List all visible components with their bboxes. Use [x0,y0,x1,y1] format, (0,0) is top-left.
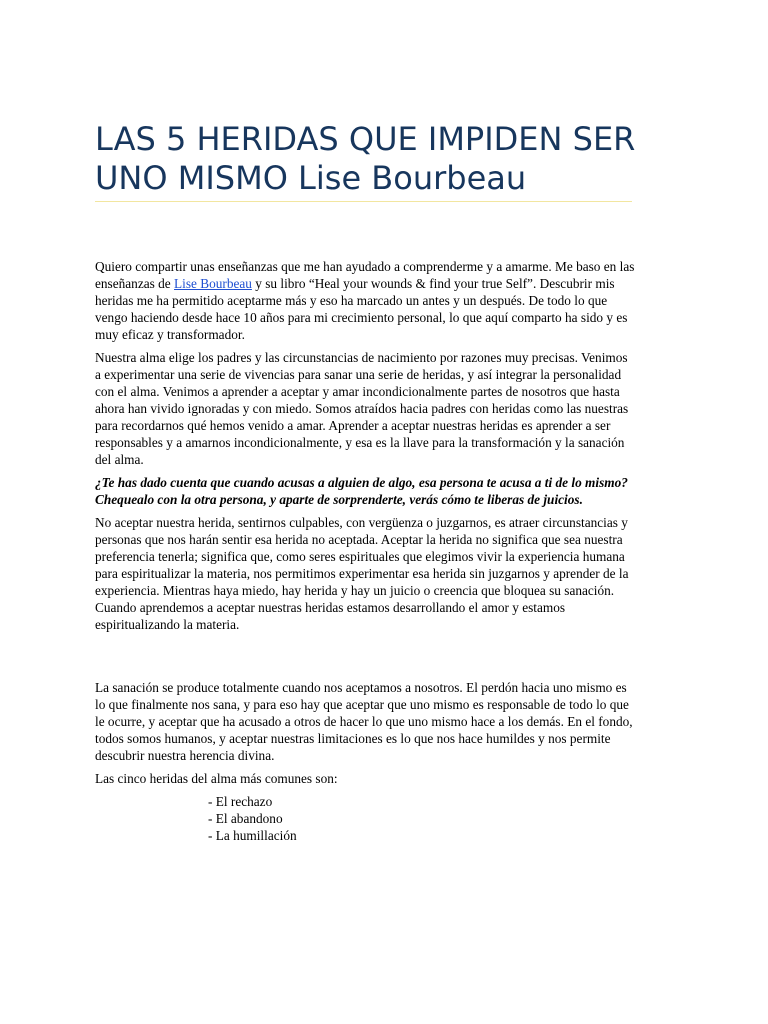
paragraph-healing: La sanación se produce totalmente cuando nos aceptamos a nosotros. El perdón hacia uno mismo es lo que finalmente nos sana, y para eso hay que aceptar que uno mismo es responsable de todo lo que le ocurre, y aceptar que ha acusado a otros de hacer lo que uno mismo hace a los demás. En el fondo, todos somos humanos, y aceptar nuestras limitaciones es lo que nos hace humildes y nos permite descubrir nuestra herencia divina. [95,680,633,763]
list-item: - La humillación [208,828,297,843]
blank-spacer [95,639,635,679]
list-item: - El rechazo [208,794,273,809]
list-item: - El abandono [208,811,283,826]
wounds-list [95,793,635,844]
intro-paragraph [95,258,635,343]
document-title: LAS 5 HERIDAS QUE IMPIDEN SER UNO MISMO Lise Bourbeau [95,120,636,197]
document-body [95,258,635,844]
intro-text-end: y su libro “Heal your wounds & find your true Self”. Descubrir mis heridas me ha permitido aceptarme más y eso ha marcado un antes y un después. De todo lo que vengo haciendo desde hace 10 años para mi crecimiento personal, lo que aquí comparto ha sido y es muy eficaz y transformador. [95,276,628,342]
emphasis-paragraph: ¿Te has dado cuenta que cuando acusas a alguien de algo, esa persona te acusa a ti de lo mismo? Chequealo con la otra persona, y aparte de sorprenderte, verás cómo te liberas de juicios. [95,475,628,507]
intro-text-start: Quiero compartir unas enseñanzas que me han ayudado a comprenderme y a amarme. Me baso en las enseñanzas de [95,259,635,291]
lise-bourbeau-link[interactable]: Lise Bourbeau [174,276,252,291]
paragraph-soul: Nuestra alma elige los padres y las circunstancias de nacimiento por razones muy precisas. Venimos a experimentar una serie de vivencias para sanar una serie de heridas, y así integrar la personalidad con el alma. Venimos a aprender a aceptar y amar incondicionalmente partes de nosotros que hasta ahora han vivido ignoradas y con miedo. Somos atraídos hacia padres con heridas como las nuestras para recordarnos qué hemos venido a amar. Aprender a aceptar nuestras heridas es aprender a ser responsables y a amarnos incondicionalmente, y esa es la llave para la transformación y la sanación del alma. [95,350,629,467]
paragraph-acceptance: No aceptar nuestra herida, sentirnos culpables, con vergüenza o juzgarnos, es atraer circunstancias y personas que nos harán sentir esa herida no aceptada. Aceptar la herida no significa que sea nuestra preferencia tenerla; significa que, como seres espirituales que elegimos vivir la experiencia humana para espiritualizar la materia, nos permitimos experimentar esa herida sin juzgarnos y aprender de la experiencia. Mientras haya miedo, hay herida y hay un juicio o creencia que bloquea su sanación. Cuando aprendemos a aceptar nuestras heridas estamos desarrollando el amor y estamos espiritualizando la materia. [95,515,629,632]
title-divider [95,201,632,202]
list-intro: Las cinco heridas del alma más comunes son: [95,771,338,786]
